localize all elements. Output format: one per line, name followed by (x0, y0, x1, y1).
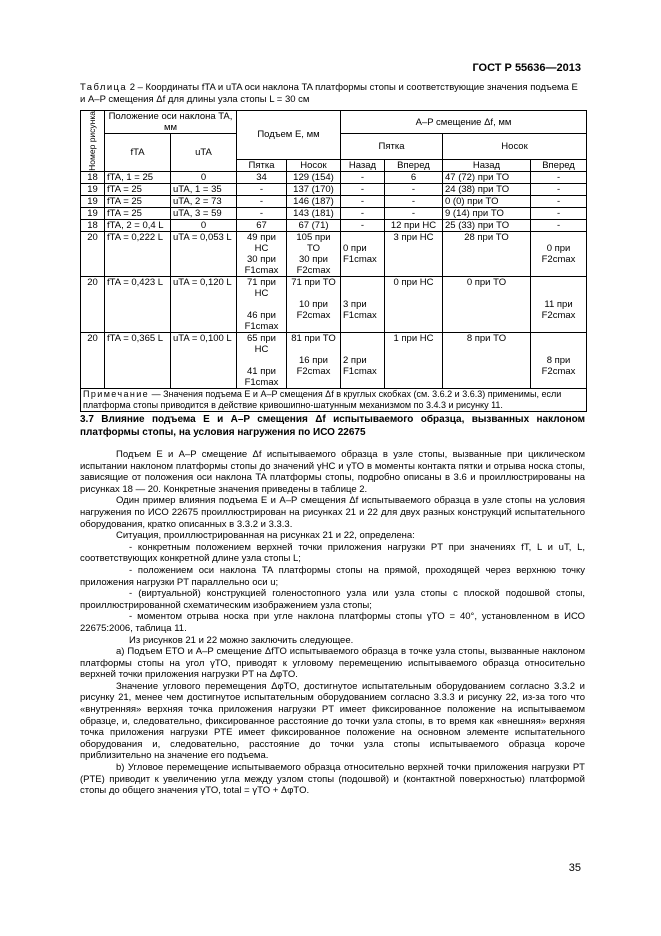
paragraph: b) Угловое перемещение испытываемого образца относительно верхней точки приложения нагрузки PT (PTE) приводит к увеличению угла между узлом стопы (подошвой) и (контактной поверхностью) платформой стопы до общего значения γTO, total = γTO + ΔφTO. (80, 762, 585, 797)
table-row: 18 fTA, 2 = 0,4 L 0 67 67 (71) - 12 при HC 25 (33) при TO - (81, 219, 587, 231)
table-row: 18 fTA, 1 = 25 0 34 129 (154) - 6 47 (72) при TO - (81, 171, 587, 183)
header-heel-forward: Вперед (385, 159, 443, 171)
header-fta: fTA (105, 134, 171, 172)
table-note (81, 388, 587, 411)
header-lift-heel: Пятка (237, 159, 287, 171)
header-lift: Подъем E, мм (237, 111, 341, 160)
list-item: - моментом отрыва носка при угле наклона платформы стопы γTO = 40°, установленном в ИСО 22675:2006, таблица 11. (80, 611, 585, 634)
table-row: 20 fTA = 0,222 L uTA = 0,053 L 49 при HC 30 при F1cmax 105 при TO 30 при F2cmax 0 при F1cmax 3 при HC 28 при TO 0 при F2cmax (81, 231, 587, 276)
list-item: - (виртуальной) конструкцией голеностопного узла или узла стопы с плоской подошвой стопы, проиллюстрированной схематическим изображением узла стопы; (80, 588, 585, 611)
table-row: 19 fTA = 25 uTA, 1 = 35 - 137 (170) - - 24 (38) при TO - (81, 183, 587, 195)
table-caption-text: 2 – Координаты fTA и uTA оси наклона TA платформы стопы и соответствующие значения подъема E и A–P смещения Δf для длины узла стопы L = 30 см (80, 82, 578, 105)
table-note-prefix: Примечание (83, 388, 150, 399)
table-caption-prefix: Таблица (80, 82, 128, 93)
document-code: ГОСТ Р 55636—2013 (472, 62, 581, 74)
coordinates-table (80, 110, 587, 412)
table-row: 20 fTA = 0,365 L uTA = 0,100 L 65 при HC 41 при F1cmax 81 при TO 16 при F2cmax 2 при F1cmax 1 при HC 8 при TO 8 при F2cmax (81, 332, 587, 388)
table-row: 19 fTA = 25 uTA, 3 = 59 - 143 (181) - - 9 (14) при TO - (81, 207, 587, 219)
paragraph: Значение углового перемещения ΔφTO, достигнутое испытательным оборудованием согласно 3.3.2 и рисунку 21, менее чем достигнутое испытательным оборудованием согласно 3.3.3 и рисунку 22, из-за того что «внутренняя» верхняя точка приложения нагрузки PT имеет фиксированное положение на испытываемом образце, и, следовательно, фиксированное расстояние до точки узла стопы, в то время как «внешняя» верхняя точка приложения нагрузки PTE имеет фиксированное положение на основном элементе испытательного оборудования и, следовательно, расстояние до точки узла стопы испытываемого образца короче приблизительно на значение его подъема. (80, 680, 585, 762)
body-text (80, 449, 585, 797)
header-heel-back: Назад (341, 159, 385, 171)
header-uta: uTA (171, 134, 237, 172)
header-toe-shift: Носок (443, 134, 587, 160)
paragraph: Подъем E и A–P смещение Δf испытываемого образца в узле стопы, вызванные при циклическом испытании наклоном платформы стопы до значений γHC и γTO в моменты контакта пятки и отрыва носка стопы, зависящие от положения оси наклона TA платформы стопы, подробно описаны в 3.6 и проиллюстрированы на рисунках 18 — 20. Конкретные значения приведены в таблице 2. (80, 449, 585, 495)
list-item: - положением оси наклона TA платформы стопы на прямой, проходящей через верхнюю точку приложения нагрузки PT параллельно оси u; (80, 564, 585, 588)
header-toe-back: Назад (443, 159, 531, 171)
header-axis-position: Положение оси наклона TA, мм (105, 111, 237, 134)
paragraph: Из рисунков 21 и 22 можно заключить следующее. (129, 634, 354, 646)
list-item: - конкретным положением верхней точки приложения нагрузки PT при значениях fT, L и uT, L, соответствующих конкретной длине узла стопы L; (80, 541, 585, 565)
table-row: 19 fTA = 25 uTA, 2 = 73 - 146 (187) - - 0 (0) при TO - (81, 195, 587, 207)
header-toe-forward: Вперед (531, 159, 587, 171)
header-fig-no: Номер рисунка (81, 111, 105, 172)
table-row: 20 fTA = 0,423 L uTA = 0,120 L 71 при HC 46 при F1cmax 71 при TO 10 при F2cmax 3 при F1cmax 0 при HC 0 при TO 11 при F2cmax (81, 276, 587, 332)
table-note-text: — Значения подъема E и A–P смещения Δf в круглых скобках (см. 3.6.2 и 3.6.3) применимы, если платформа стопы приводится в действие кривошипно-шатунным механизмом по 3.4.3 и рисунку 11. (83, 388, 562, 410)
paragraph: a) Подъем ETO и A–P смещение ΔfTO испытываемого образца в точке узла стопы, вызванные наклоном платформы стопы на угол γTO, приводят к угловому перемещению испытываемого образца относительно верхней точки приложения нагрузки PT на ΔφTO. (80, 646, 585, 681)
header-ap-shift: A–P смещение Δf, мм (341, 111, 587, 134)
paragraph: Ситуация, проиллюстрированная на рисунках 21 и 22, определена: (116, 530, 415, 542)
section-title: 3.7 Влияние подъема E и A–P смещения Δf испытываемого образца, вызванных наклоном платформы стопы, на условия нагружения по ИСО 22675 (80, 414, 585, 438)
page-number: 35 (568, 862, 581, 874)
paragraph: Один пример влияния подъема E и A–P смещения Δf испытываемого образца в узле стопы на условия нагружения по ИСО 22675 проиллюстрирован на рисунках 21 и 22 для двух разных конструкций испытательного оборудования, кратко описанных в 3.3.2 и 3.3.3. (80, 495, 585, 530)
table-caption (80, 82, 585, 106)
header-heel-shift: Пятка (341, 134, 443, 160)
header-lift-toe: Носок (287, 159, 341, 171)
